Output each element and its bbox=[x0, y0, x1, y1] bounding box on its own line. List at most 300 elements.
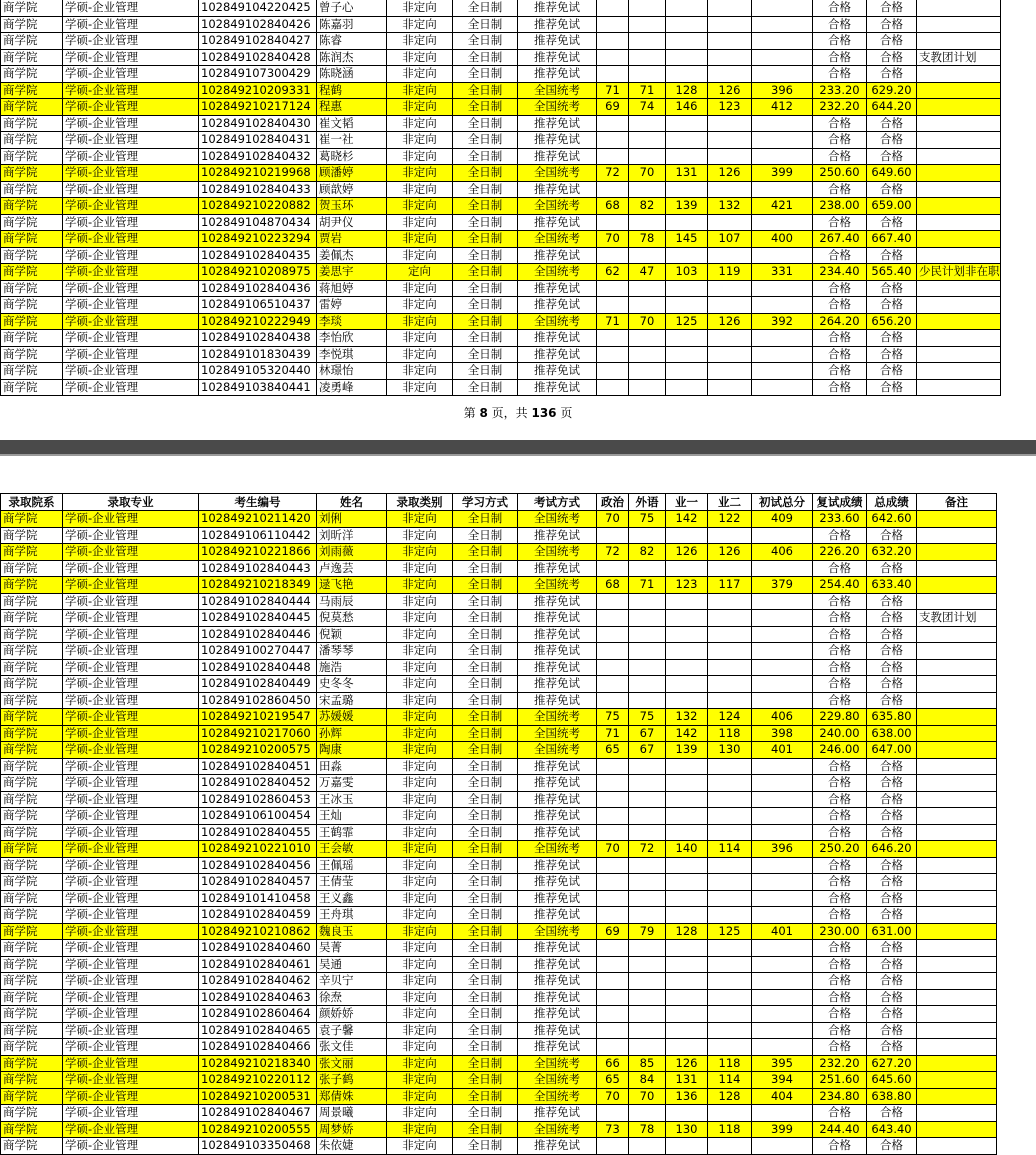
cell-total-score: 合格 bbox=[867, 857, 917, 874]
cell-subject-2: 126 bbox=[708, 313, 752, 330]
cell-retest-score: 合格 bbox=[813, 643, 867, 660]
cell-admission-type: 非定向 bbox=[387, 742, 453, 759]
cell-exam-type: 全国统考 bbox=[518, 198, 597, 215]
table-row bbox=[1, 511, 997, 528]
cell-exam-type: 全国统考 bbox=[518, 264, 597, 281]
cell-foreign-language bbox=[629, 808, 666, 825]
cell-politics: 70 bbox=[597, 231, 629, 248]
cell-admission-type: 非定向 bbox=[387, 676, 453, 693]
cell-major: 学硕-企业管理 bbox=[63, 1072, 199, 1089]
cell-politics bbox=[597, 874, 629, 891]
header-foreign-language: 外语 bbox=[629, 494, 666, 511]
cell-remark bbox=[917, 577, 997, 594]
cell-exam-type: 推荐免试 bbox=[518, 346, 597, 363]
cell-retest-score: 合格 bbox=[813, 1138, 867, 1155]
cell-name: 贾岩 bbox=[317, 231, 387, 248]
cell-initial-total bbox=[752, 857, 813, 874]
cell-retest-score: 合格 bbox=[813, 659, 867, 676]
table-row bbox=[1, 16, 1001, 33]
table-row bbox=[1, 264, 1001, 281]
cell-retest-score: 合格 bbox=[813, 297, 867, 314]
table-row bbox=[1, 610, 997, 627]
cell-name: 施浩 bbox=[317, 659, 387, 676]
cell-college: 商学院 bbox=[1, 1138, 63, 1155]
cell-total-score: 合格 bbox=[867, 560, 917, 577]
cell-admission-type: 非定向 bbox=[387, 247, 453, 264]
cell-politics: 71 bbox=[597, 82, 629, 99]
cell-name: 程惠 bbox=[317, 99, 387, 116]
cell-subject-2 bbox=[708, 49, 752, 66]
cell-remark bbox=[917, 66, 1001, 83]
cell-candidate-id: 102849102860450 bbox=[199, 692, 317, 709]
cell-major: 学硕-企业管理 bbox=[63, 0, 199, 16]
cell-foreign-language bbox=[629, 593, 666, 610]
table-row bbox=[1, 214, 1001, 231]
cell-exam-type: 全国统考 bbox=[518, 165, 597, 182]
cell-candidate-id: 102849102840443 bbox=[199, 560, 317, 577]
header-admission-type: 录取类别 bbox=[387, 494, 453, 511]
table-row bbox=[1, 676, 997, 693]
cell-politics bbox=[597, 115, 629, 132]
table-row bbox=[1, 577, 997, 594]
cell-initial-total bbox=[752, 824, 813, 841]
cell-remark bbox=[917, 16, 1001, 33]
cell-subject-2 bbox=[708, 1105, 752, 1122]
cell-politics bbox=[597, 692, 629, 709]
cell-study-mode: 全日制 bbox=[453, 1055, 518, 1072]
cell-name: 陶康 bbox=[317, 742, 387, 759]
cell-candidate-id: 102849102840438 bbox=[199, 330, 317, 347]
cell-total-score: 合格 bbox=[867, 297, 917, 314]
cell-candidate-id: 102849102840432 bbox=[199, 148, 317, 165]
cell-politics: 69 bbox=[597, 99, 629, 116]
cell-subject-2: 114 bbox=[708, 841, 752, 858]
cell-exam-type: 推荐免试 bbox=[518, 66, 597, 83]
cell-initial-total bbox=[752, 560, 813, 577]
cell-retest-score: 233.60 bbox=[813, 511, 867, 528]
cell-candidate-id: 102849210211420 bbox=[199, 511, 317, 528]
table-row bbox=[1, 758, 997, 775]
cell-total-score: 合格 bbox=[867, 989, 917, 1006]
cell-foreign-language: 75 bbox=[629, 511, 666, 528]
cell-initial-total bbox=[752, 659, 813, 676]
cell-politics bbox=[597, 791, 629, 808]
cell-admission-type: 非定向 bbox=[387, 659, 453, 676]
cell-admission-type: 非定向 bbox=[387, 857, 453, 874]
cell-candidate-id: 102849107300429 bbox=[199, 66, 317, 83]
cell-admission-type: 非定向 bbox=[387, 907, 453, 924]
cell-name: 辛贝宁 bbox=[317, 973, 387, 990]
cell-remark bbox=[917, 132, 1001, 149]
cell-retest-score: 229.80 bbox=[813, 709, 867, 726]
cell-candidate-id: 102849102840455 bbox=[199, 824, 317, 841]
cell-subject-2 bbox=[708, 66, 752, 83]
cell-retest-score: 合格 bbox=[813, 1022, 867, 1039]
cell-study-mode: 全日制 bbox=[453, 973, 518, 990]
cell-foreign-language bbox=[629, 791, 666, 808]
cell-subject-1: 131 bbox=[666, 165, 708, 182]
cell-study-mode: 全日制 bbox=[453, 577, 518, 594]
cell-college: 商学院 bbox=[1, 165, 63, 182]
cell-study-mode: 全日制 bbox=[453, 99, 518, 116]
cell-exam-type: 全国统考 bbox=[518, 313, 597, 330]
cell-candidate-id: 102849106110442 bbox=[199, 527, 317, 544]
cell-total-score: 合格 bbox=[867, 874, 917, 891]
cell-subject-1: 142 bbox=[666, 511, 708, 528]
cell-retest-score: 合格 bbox=[813, 181, 867, 198]
cell-initial-total bbox=[752, 758, 813, 775]
table-row bbox=[1, 973, 997, 990]
cell-subject-2 bbox=[708, 1006, 752, 1023]
cell-foreign-language: 72 bbox=[629, 841, 666, 858]
cell-major: 学硕-企业管理 bbox=[63, 560, 199, 577]
cell-major: 学硕-企业管理 bbox=[63, 973, 199, 990]
cell-candidate-id: 102849100270447 bbox=[199, 643, 317, 660]
cell-study-mode: 全日制 bbox=[453, 1121, 518, 1138]
cell-name: 陈嘉羽 bbox=[317, 16, 387, 33]
cell-subject-1 bbox=[666, 1105, 708, 1122]
cell-subject-1 bbox=[666, 1039, 708, 1056]
cell-major: 学硕-企业管理 bbox=[63, 643, 199, 660]
table-header-row bbox=[1, 494, 997, 511]
table-row bbox=[1, 1039, 997, 1056]
cell-candidate-id: 102849102840436 bbox=[199, 280, 317, 297]
cell-subject-2 bbox=[708, 214, 752, 231]
cell-foreign-language bbox=[629, 214, 666, 231]
cell-major: 学硕-企业管理 bbox=[63, 1121, 199, 1138]
cell-study-mode: 全日制 bbox=[453, 0, 518, 16]
cell-remark bbox=[917, 1121, 997, 1138]
cell-remark bbox=[917, 214, 1001, 231]
cell-retest-score: 264.20 bbox=[813, 313, 867, 330]
cell-exam-type: 推荐免试 bbox=[518, 791, 597, 808]
cell-politics bbox=[597, 527, 629, 544]
cell-retest-score: 合格 bbox=[813, 775, 867, 792]
cell-admission-type: 非定向 bbox=[387, 791, 453, 808]
cell-subject-1: 130 bbox=[666, 1121, 708, 1138]
cell-initial-total bbox=[752, 363, 813, 380]
table-row bbox=[1, 346, 1001, 363]
cell-exam-type: 全国统考 bbox=[518, 1121, 597, 1138]
cell-remark bbox=[917, 890, 997, 907]
cell-politics bbox=[597, 890, 629, 907]
cell-politics: 70 bbox=[597, 511, 629, 528]
cell-name: 张文佳 bbox=[317, 1039, 387, 1056]
cell-politics bbox=[597, 0, 629, 16]
cell-politics bbox=[597, 280, 629, 297]
cell-foreign-language bbox=[629, 692, 666, 709]
cell-admission-type: 非定向 bbox=[387, 643, 453, 660]
cell-exam-type: 推荐免试 bbox=[518, 49, 597, 66]
cell-total-score: 合格 bbox=[867, 626, 917, 643]
cell-politics bbox=[597, 940, 629, 957]
cell-initial-total bbox=[752, 280, 813, 297]
cell-candidate-id: 102849103350468 bbox=[199, 1138, 317, 1155]
cell-retest-score: 240.00 bbox=[813, 725, 867, 742]
table-row bbox=[1, 66, 1001, 83]
cell-foreign-language bbox=[629, 973, 666, 990]
cell-subject-2 bbox=[708, 890, 752, 907]
cell-candidate-id: 102849102860453 bbox=[199, 791, 317, 808]
cell-name: 姜思宇 bbox=[317, 264, 387, 281]
cell-college: 商学院 bbox=[1, 148, 63, 165]
cell-subject-1 bbox=[666, 1022, 708, 1039]
cell-foreign-language bbox=[629, 330, 666, 347]
cell-retest-score: 合格 bbox=[813, 330, 867, 347]
cell-exam-type: 推荐免试 bbox=[518, 132, 597, 149]
cell-remark bbox=[917, 148, 1001, 165]
cell-foreign-language bbox=[629, 857, 666, 874]
cell-retest-score: 合格 bbox=[813, 824, 867, 841]
cell-initial-total bbox=[752, 330, 813, 347]
cell-initial-total bbox=[752, 247, 813, 264]
cell-politics bbox=[597, 379, 629, 396]
cell-major: 学硕-企业管理 bbox=[63, 231, 199, 248]
cell-study-mode: 全日制 bbox=[453, 148, 518, 165]
cell-initial-total bbox=[752, 214, 813, 231]
cell-college: 商学院 bbox=[1, 49, 63, 66]
cell-name: 贺玉环 bbox=[317, 198, 387, 215]
cell-name: 曾子心 bbox=[317, 0, 387, 16]
cell-total-score: 合格 bbox=[867, 676, 917, 693]
cell-remark bbox=[917, 346, 1001, 363]
cell-candidate-id: 102849102840459 bbox=[199, 907, 317, 924]
cell-total-score: 649.60 bbox=[867, 165, 917, 182]
cell-subject-1 bbox=[666, 791, 708, 808]
cell-retest-score: 合格 bbox=[813, 940, 867, 957]
cell-name: 宋孟璐 bbox=[317, 692, 387, 709]
table-row bbox=[1, 198, 1001, 215]
cell-exam-type: 推荐免试 bbox=[518, 956, 597, 973]
table-row bbox=[1, 148, 1001, 165]
cell-politics: 75 bbox=[597, 709, 629, 726]
cell-subject-1: 128 bbox=[666, 82, 708, 99]
cell-exam-type: 推荐免试 bbox=[518, 247, 597, 264]
table-row bbox=[1, 725, 997, 742]
cell-college: 商学院 bbox=[1, 264, 63, 281]
cell-study-mode: 全日制 bbox=[453, 1088, 518, 1105]
cell-admission-type: 非定向 bbox=[387, 1138, 453, 1155]
cell-study-mode: 全日制 bbox=[453, 1138, 518, 1155]
cell-total-score: 合格 bbox=[867, 758, 917, 775]
cell-subject-2 bbox=[708, 874, 752, 891]
cell-subject-1 bbox=[666, 115, 708, 132]
cell-exam-type: 推荐免试 bbox=[518, 297, 597, 314]
cell-initial-total: 401 bbox=[752, 923, 813, 940]
cell-subject-2 bbox=[708, 132, 752, 149]
cell-foreign-language bbox=[629, 1006, 666, 1023]
cell-admission-type: 非定向 bbox=[387, 363, 453, 380]
cell-foreign-language: 67 bbox=[629, 725, 666, 742]
cell-college: 商学院 bbox=[1, 527, 63, 544]
cell-subject-1: 126 bbox=[666, 1055, 708, 1072]
cell-politics: 68 bbox=[597, 577, 629, 594]
cell-total-score: 合格 bbox=[867, 593, 917, 610]
cell-subject-1: 146 bbox=[666, 99, 708, 116]
header-exam-type: 考试方式 bbox=[518, 494, 597, 511]
cell-college: 商学院 bbox=[1, 247, 63, 264]
cell-subject-1 bbox=[666, 824, 708, 841]
cell-total-score: 合格 bbox=[867, 890, 917, 907]
cell-subject-2 bbox=[708, 280, 752, 297]
cell-college: 商学院 bbox=[1, 725, 63, 742]
cell-major: 学硕-企业管理 bbox=[63, 890, 199, 907]
header-college: 录取院系 bbox=[1, 494, 63, 511]
table-row bbox=[1, 841, 997, 858]
table-row bbox=[1, 940, 997, 957]
cell-exam-type: 全国统考 bbox=[518, 99, 597, 116]
cell-initial-total bbox=[752, 1006, 813, 1023]
cell-college: 商学院 bbox=[1, 593, 63, 610]
table-row bbox=[1, 742, 997, 759]
cell-politics bbox=[597, 659, 629, 676]
cell-retest-score: 合格 bbox=[813, 148, 867, 165]
cell-major: 学硕-企业管理 bbox=[63, 676, 199, 693]
cell-exam-type: 推荐免试 bbox=[518, 330, 597, 347]
cell-admission-type: 非定向 bbox=[387, 577, 453, 594]
cell-college: 商学院 bbox=[1, 824, 63, 841]
cell-subject-2 bbox=[708, 676, 752, 693]
cell-subject-2 bbox=[708, 297, 752, 314]
cell-subject-2 bbox=[708, 940, 752, 957]
cell-remark bbox=[917, 1105, 997, 1122]
cell-remark bbox=[917, 99, 1001, 116]
cell-initial-total bbox=[752, 692, 813, 709]
cell-candidate-id: 102849102840446 bbox=[199, 626, 317, 643]
cell-initial-total: 406 bbox=[752, 709, 813, 726]
table-row bbox=[1, 527, 997, 544]
cell-college: 商学院 bbox=[1, 82, 63, 99]
cell-subject-2 bbox=[708, 33, 752, 50]
cell-initial-total bbox=[752, 610, 813, 627]
cell-study-mode: 全日制 bbox=[453, 313, 518, 330]
table-row bbox=[1, 82, 1001, 99]
cell-remark bbox=[917, 115, 1001, 132]
cell-exam-type: 推荐免试 bbox=[518, 989, 597, 1006]
cell-retest-score: 合格 bbox=[813, 973, 867, 990]
cell-study-mode: 全日制 bbox=[453, 791, 518, 808]
cell-college: 商学院 bbox=[1, 379, 63, 396]
cell-college: 商学院 bbox=[1, 626, 63, 643]
cell-foreign-language: 70 bbox=[629, 165, 666, 182]
cell-total-score: 合格 bbox=[867, 610, 917, 627]
cell-politics: 70 bbox=[597, 1088, 629, 1105]
cell-total-score: 合格 bbox=[867, 643, 917, 660]
cell-exam-type: 推荐免试 bbox=[518, 692, 597, 709]
cell-total-score: 合格 bbox=[867, 791, 917, 808]
cell-major: 学硕-企业管理 bbox=[63, 1006, 199, 1023]
cell-subject-2 bbox=[708, 1138, 752, 1155]
cell-retest-score: 合格 bbox=[813, 560, 867, 577]
cell-college: 商学院 bbox=[1, 231, 63, 248]
cell-study-mode: 全日制 bbox=[453, 560, 518, 577]
cell-college: 商学院 bbox=[1, 659, 63, 676]
cell-remark bbox=[917, 297, 1001, 314]
cell-subject-2: 118 bbox=[708, 1121, 752, 1138]
cell-study-mode: 全日制 bbox=[453, 725, 518, 742]
cell-major: 学硕-企业管理 bbox=[63, 758, 199, 775]
cell-foreign-language bbox=[629, 643, 666, 660]
cell-admission-type: 非定向 bbox=[387, 527, 453, 544]
cell-candidate-id: 102849101410458 bbox=[199, 890, 317, 907]
cell-name: 逯飞艳 bbox=[317, 577, 387, 594]
cell-initial-total bbox=[752, 907, 813, 924]
cell-subject-1 bbox=[666, 874, 708, 891]
cell-politics: 72 bbox=[597, 165, 629, 182]
cell-study-mode: 全日制 bbox=[453, 775, 518, 792]
cell-candidate-id: 102849210217060 bbox=[199, 725, 317, 742]
page-footer bbox=[0, 404, 1036, 421]
cell-exam-type: 全国统考 bbox=[518, 1055, 597, 1072]
cell-remark bbox=[917, 824, 997, 841]
cell-college: 商学院 bbox=[1, 890, 63, 907]
cell-retest-score: 合格 bbox=[813, 0, 867, 16]
cell-major: 学硕-企业管理 bbox=[63, 626, 199, 643]
cell-foreign-language bbox=[629, 33, 666, 50]
cell-remark bbox=[917, 791, 997, 808]
cell-admission-type: 非定向 bbox=[387, 66, 453, 83]
cell-college: 商学院 bbox=[1, 692, 63, 709]
cell-remark bbox=[917, 709, 997, 726]
footer-suffix: 页 bbox=[560, 406, 573, 420]
header-name: 姓名 bbox=[317, 494, 387, 511]
cell-retest-score: 250.60 bbox=[813, 165, 867, 182]
cell-exam-type: 推荐免试 bbox=[518, 33, 597, 50]
cell-subject-1: 139 bbox=[666, 198, 708, 215]
cell-name: 陈睿 bbox=[317, 33, 387, 50]
cell-initial-total: 412 bbox=[752, 99, 813, 116]
table-row bbox=[1, 956, 997, 973]
cell-remark bbox=[917, 659, 997, 676]
cell-major: 学硕-企业管理 bbox=[63, 132, 199, 149]
cell-exam-type: 推荐免试 bbox=[518, 1039, 597, 1056]
cell-initial-total bbox=[752, 148, 813, 165]
cell-candidate-id: 102849210219968 bbox=[199, 165, 317, 182]
cell-foreign-language bbox=[629, 659, 666, 676]
cell-retest-score: 合格 bbox=[813, 1105, 867, 1122]
cell-name: 苏媛媛 bbox=[317, 709, 387, 726]
cell-subject-1 bbox=[666, 593, 708, 610]
cell-politics: 72 bbox=[597, 544, 629, 561]
cell-initial-total bbox=[752, 66, 813, 83]
cell-subject-2 bbox=[708, 791, 752, 808]
cell-retest-score: 合格 bbox=[813, 989, 867, 1006]
cell-college: 商学院 bbox=[1, 874, 63, 891]
footer-middle: 页，共 bbox=[491, 406, 528, 420]
cell-total-score: 合格 bbox=[867, 214, 917, 231]
cell-foreign-language: 71 bbox=[629, 577, 666, 594]
cell-foreign-language bbox=[629, 560, 666, 577]
cell-total-score: 合格 bbox=[867, 66, 917, 83]
cell-subject-1 bbox=[666, 973, 708, 990]
cell-major: 学硕-企业管理 bbox=[63, 82, 199, 99]
table-row bbox=[1, 165, 1001, 182]
cell-study-mode: 全日制 bbox=[453, 890, 518, 907]
cell-admission-type: 非定向 bbox=[387, 511, 453, 528]
cell-politics bbox=[597, 1039, 629, 1056]
cell-subject-1 bbox=[666, 363, 708, 380]
cell-name: 王灿 bbox=[317, 808, 387, 825]
cell-major: 学硕-企业管理 bbox=[63, 742, 199, 759]
cell-name: 陈润杰 bbox=[317, 49, 387, 66]
cell-foreign-language bbox=[629, 363, 666, 380]
cell-exam-type: 推荐免试 bbox=[518, 1105, 597, 1122]
cell-remark bbox=[917, 1039, 997, 1056]
cell-foreign-language: 70 bbox=[629, 1088, 666, 1105]
cell-name: 李悦琪 bbox=[317, 346, 387, 363]
cell-study-mode: 全日制 bbox=[453, 659, 518, 676]
cell-college: 商学院 bbox=[1, 610, 63, 627]
